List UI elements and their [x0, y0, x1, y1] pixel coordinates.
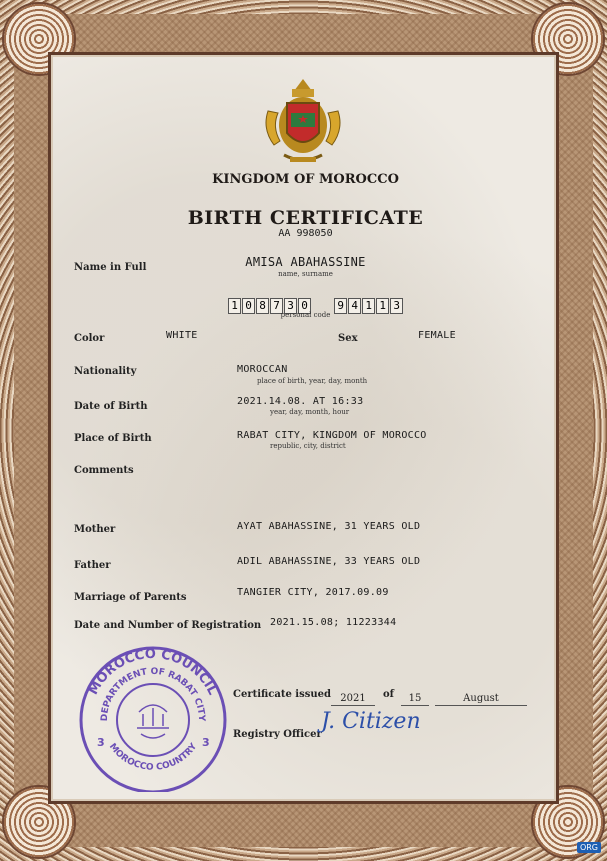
dob-caption: year, day, month, hour	[270, 408, 350, 416]
personal-code-digit: 4	[348, 298, 361, 314]
official-stamp	[73, 642, 233, 792]
stamp-num-left: 3	[97, 736, 105, 749]
mother-label: Mother	[74, 524, 116, 535]
of-label: of	[383, 689, 394, 700]
dob-label: Date of Birth	[74, 401, 148, 412]
officer-signature: J. Citizen	[321, 709, 421, 734]
marriage-label: Marriage of Parents	[74, 592, 187, 603]
mother-value: AYAT ABAHASSINE, 31 YEARS OLD	[237, 521, 421, 532]
personal-code-digit: 0	[242, 298, 255, 314]
stamp-text-mid: DEPARTMENT OF RABAT CITY	[99, 666, 207, 722]
stamp-emblem-icon	[137, 705, 169, 738]
nationality-label: Nationality	[74, 366, 137, 377]
marriage-value: TANGIER CITY, 2017.09.09	[237, 587, 389, 598]
personal-code-digit: 8	[256, 298, 269, 314]
stamp-text-bottom: MOROCCO COUNTRY	[106, 741, 200, 773]
father-label: Father	[74, 560, 111, 571]
officer-label: Registry Officer	[233, 729, 322, 740]
code-caption: personal code	[280, 311, 331, 319]
nationality-caption: place of birth, year, day, month	[257, 377, 368, 385]
pob-label: Place of Birth	[74, 433, 152, 444]
org-badge: ORG	[577, 842, 601, 853]
inner-frame	[48, 52, 559, 804]
issued-month: August	[463, 693, 499, 704]
name-caption: name, surname	[278, 270, 333, 278]
pob-caption: republic, city, district	[270, 442, 346, 450]
registration-value: 2021.15.08; 11223344	[270, 617, 397, 628]
dob-value: 2021.14.08. AT 16:33	[237, 396, 364, 407]
personal-code-digit: 7	[270, 298, 283, 314]
comments-label: Comments	[74, 465, 134, 476]
certificate-paper	[51, 55, 556, 801]
personal-code-digit: 3	[390, 298, 403, 314]
name-label: Name in Full	[74, 262, 147, 273]
color-label: Color	[74, 333, 105, 344]
stamp-text-top: MOROCCO COUNCIL	[86, 646, 220, 698]
nationality-value: MOROCCAN	[237, 364, 288, 375]
color-value: WHITE	[166, 330, 198, 341]
issued-month-field	[435, 686, 527, 706]
sex-value: FEMALE	[418, 330, 456, 341]
svg-text:MOROCCO COUNTRY	[107, 741, 200, 772]
sex-label: Sex	[338, 333, 358, 344]
document-title: BIRTH CERTIFICATE	[187, 207, 424, 229]
personal-code-digit: 9	[334, 298, 347, 314]
coat-of-arms-icon	[260, 77, 346, 169]
pob-value: RABAT CITY, KINGDOM OF MOROCCO	[237, 430, 427, 441]
personal-code-digit: 1	[376, 298, 389, 314]
issued-day-field	[401, 686, 429, 706]
issued-label: Certificate issued	[233, 689, 331, 700]
serial-number: AA 998050	[278, 228, 333, 239]
name-value: AMISA ABAHASSINE	[245, 255, 366, 269]
personal-code-digit: 0	[298, 298, 311, 314]
father-value: ADIL ABAHASSINE, 33 YEARS OLD	[237, 556, 421, 567]
personal-code-digit: 3	[284, 298, 297, 314]
country-name: KINGDOM OF MOROCCO	[212, 172, 399, 187]
registration-label: Date and Number of Registration	[74, 620, 262, 631]
personal-code-digit: 1	[228, 298, 241, 314]
issued-year-field	[331, 686, 375, 706]
stamp-num-right: 3	[202, 736, 210, 749]
personal-code-digit: 1	[362, 298, 375, 314]
issued-year: 2021	[340, 693, 366, 704]
issued-day: 15	[408, 693, 422, 704]
